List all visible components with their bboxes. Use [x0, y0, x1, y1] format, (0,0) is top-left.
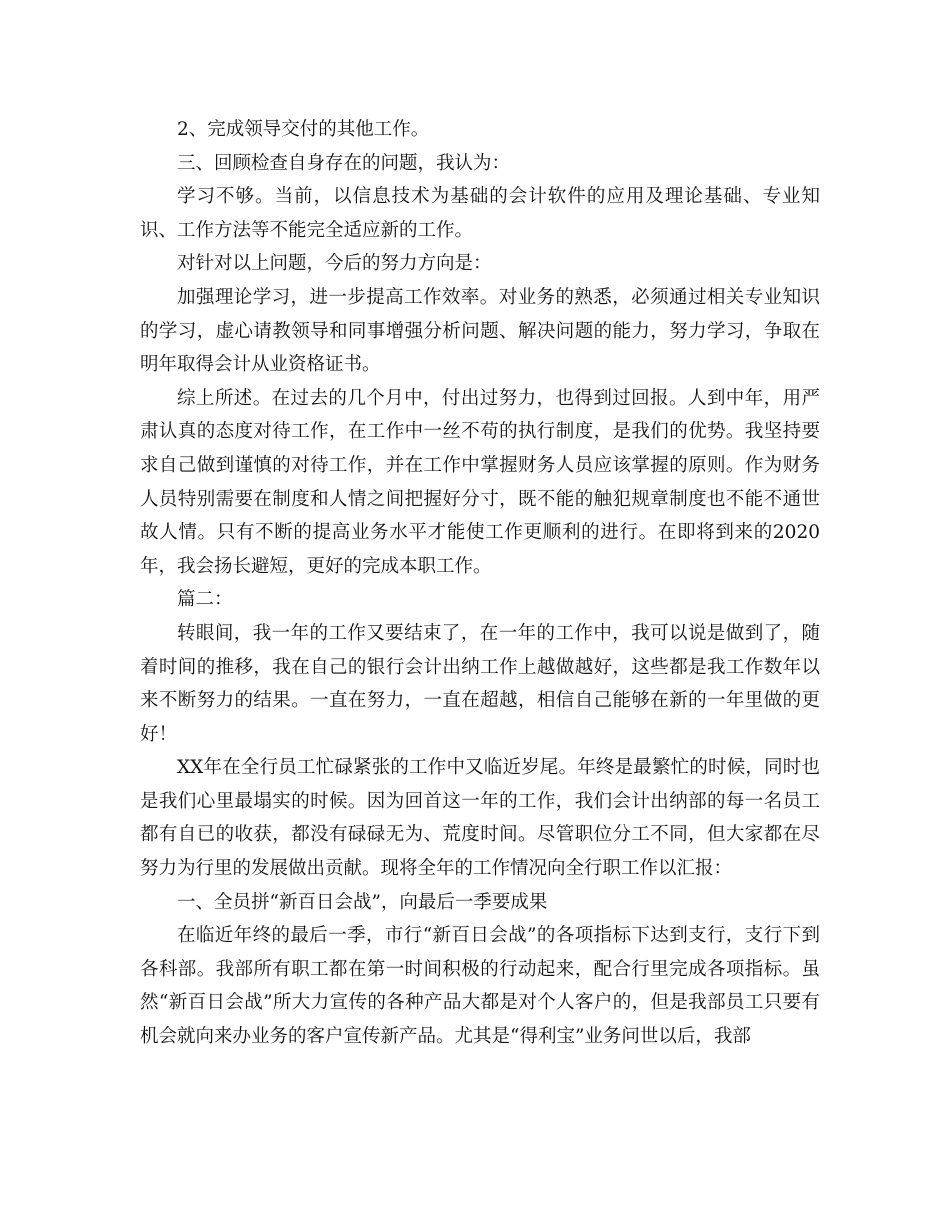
paragraph-item-2: 2、完成领导交付的其他工作。 [177, 119, 430, 140]
paragraph-last-quarter: 在临近年终的最后一季，市行“新百日会战”的各项指标下达到支行，支行下到各科部。我部所有职工都在第一时间积极的行动起来，配合行里完成各项指标。虽然“新百日会战”所大力宣传的各种产品大都是对个人客户的，但是我部员工只要有机会就向来办业务的客户宣传新产品。尤其是“得利宝”业务问世以后，我部 [140, 925, 820, 1048]
paragraph-strengthen-learning: 加强理论学习，进一步提高工作效率。对业务的熟悉，必须通过相关专业知识的学习，虚心请教领导和同事增强分析问题、解决问题的能力，努力学习，争取在明年取得会计从业资格证书。 [140, 286, 820, 376]
paragraph-section-three-heading: 三、回顾检查自身存在的问题，我认为： [177, 152, 511, 174]
paragraph-section-one-heading: 一、全员拼“新百日会战”，向最后一季要成果 [177, 891, 548, 913]
paragraph-part-two-heading: 篇二： [177, 589, 233, 611]
paragraph-learning-insufficient: 学习不够。当前，以信息技术为基础的会计软件的应用及理论基础、专业知识、工作方法等不能完全适应新的工作。 [140, 186, 820, 241]
paragraph-xx-year: XX年在全行员工忙碌紧张的工作中又临近岁尾。年终是最繁忙的时候，同时也是我们心里最塌实的时候。因为回首这一年的工作，我们会计出纳部的每一名员工都有自已的收获，都没有碌碌无为、荒度时间。尽管职位分工不同，但大家都在尽努力为行里的发展做出贡献。现将全年的工作情况向全行职工作以汇报： [140, 757, 820, 880]
document-body [140, 113, 820, 1054]
paragraph-summary: 综上所述。在过去的几个月中，付出过努力，也得到过回报。人到中年，用严肃认真的态度对待工作，在工作中一丝不苟的执行制度，是我们的优势。我坚持要求自己做到谨慎的对待工作，并在工作中掌握财务人员应该掌握的原则。作为财务人员特别需要在制度和人情之间把握好分寸，既不能的触犯规章制度也不能不通世故人情。只有不断的提高业务水平才能使工作更顺利的进行。在即将到来的2020年，我会扬长避短，更好的完成本职工作。 [140, 387, 820, 577]
paragraph-future-direction: 对针对以上问题，今后的努力方向是： [177, 253, 492, 275]
paragraph-year-end-intro: 转眼间，我一年的工作又要结束了，在一年的工作中，我可以说是做到了，随着时间的推移，我在自己的银行会计出纳工作上越做越好，这些都是我工作数年以来不断努力的结果。一直在努力，一直在超越，相信自己能够在新的一年里做的更好！ [140, 622, 820, 745]
